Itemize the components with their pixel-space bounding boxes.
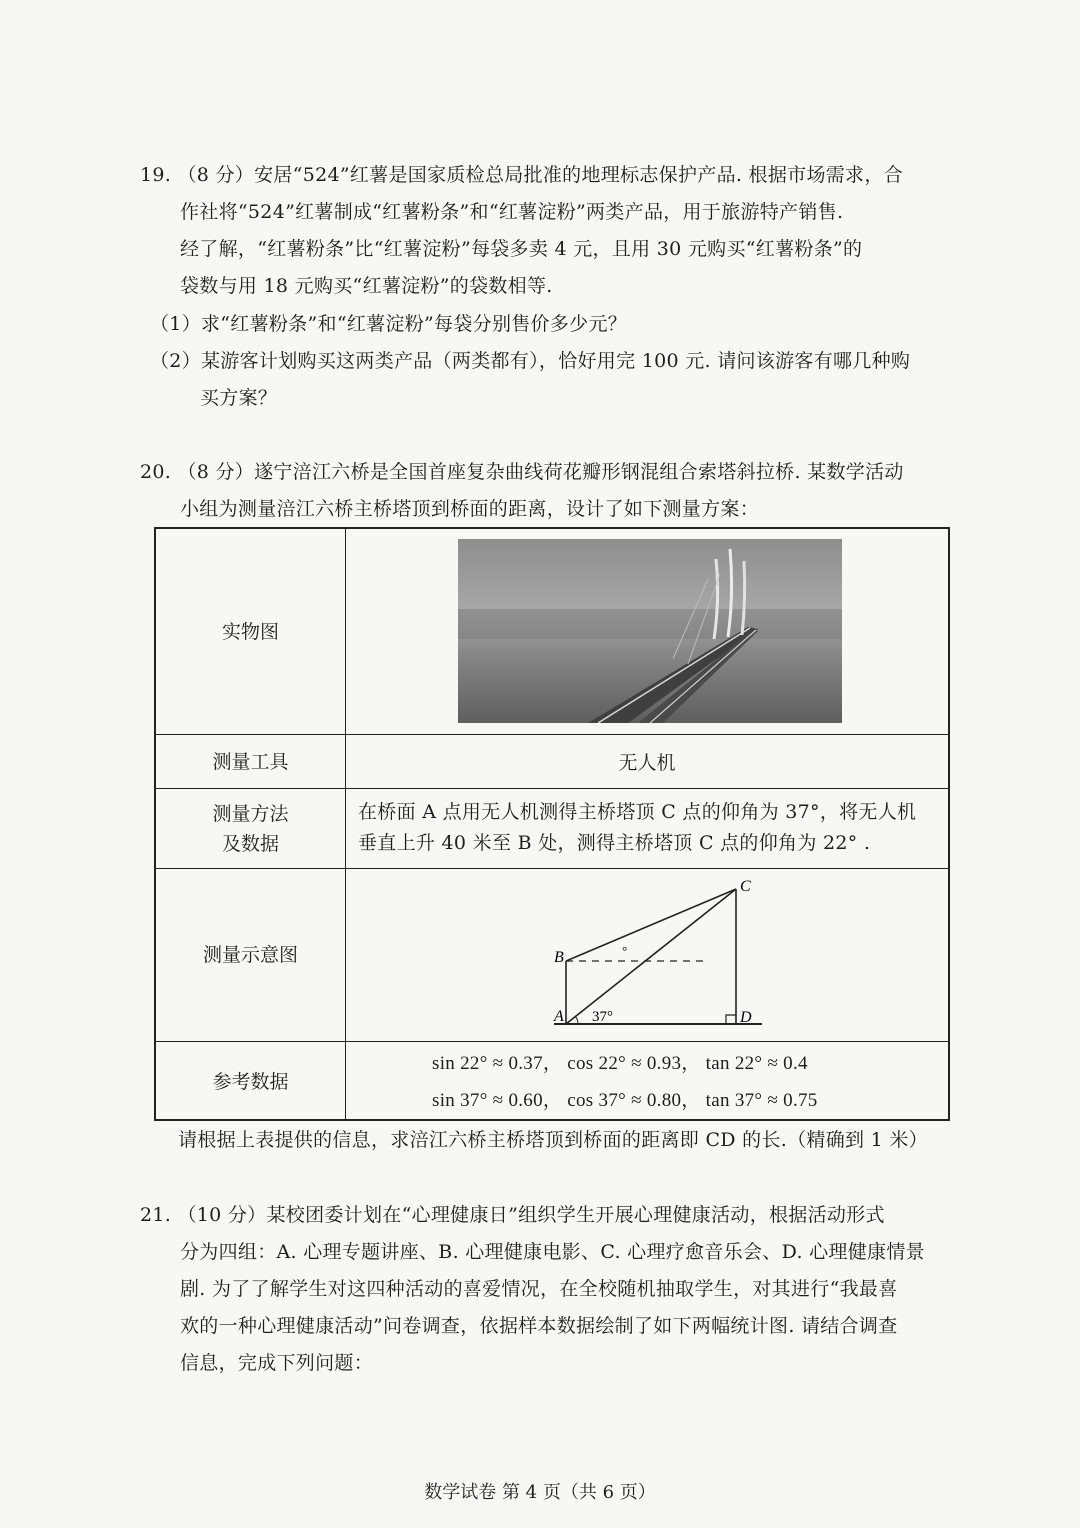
q21-line-4: 欢的一种心理健康活动”问卷调查，依据样本数据绘制了如下两幅统计图. 请结合调查	[180, 1315, 898, 1337]
table-row-method	[156, 788, 948, 868]
q19-subquestion-1: （1）求“红薯粉条”和“红薯淀粉”每袋分别售价多少元？	[150, 313, 628, 335]
reference-data	[346, 1042, 948, 1121]
reference-label: 参考数据	[156, 1042, 346, 1121]
q19-line-2: 作社将“524”红薯制成“红薯粉条”和“红薯淀粉”两类产品，用于旅游特产销售.	[180, 201, 844, 223]
table-row-reference	[156, 1041, 948, 1121]
label-b: B	[554, 949, 564, 966]
table-row-tool	[156, 734, 948, 788]
q20-question: 请根据上表提供的信息，求涪江六桥主桥塔顶到桥面的距离即 CD 的长.（精确到 1 米）	[178, 1129, 928, 1151]
q19-subquestion-2-cont: 买方案？	[200, 387, 278, 409]
method-label-line-1: 测量方法	[212, 802, 289, 825]
method-line-1: 在桥面 A 点用无人机测得主桥塔顶 C 点的仰角为 37°，将无人机	[358, 801, 917, 823]
label-a: A	[554, 1008, 564, 1025]
q21-line-3: 剧. 为了了解学生对这四种活动的喜爱情况，在全校随机抽取学生，对其进行“我最喜	[180, 1278, 898, 1300]
q20-line-2: 小组为测量涪江六桥主桥塔顶到桥面的距离，设计了如下测量方案：	[180, 498, 760, 520]
method-label	[156, 789, 346, 868]
measurement-table	[154, 527, 950, 1121]
q19-line-4: 袋数与用 18 元购买“红薯淀粉”的袋数相等.	[180, 275, 553, 297]
q21-line-2: 分为四组：A. 心理专题讲座、B. 心理健康电影、C. 心理疗愈音乐会、D. 心理健康情景	[180, 1241, 925, 1263]
method-label-line-2: 及数据	[221, 832, 279, 855]
measurement-diagram	[346, 869, 950, 1040]
table-row-photo	[156, 529, 948, 734]
label-d: D	[740, 1009, 752, 1026]
diagram-label: 测量示意图	[156, 869, 346, 1041]
method-line-2: 垂直上升 40 米至 B 处，测得主桥塔顶 C 点的仰角为 22° .	[358, 832, 871, 854]
reference-line-1: sin 22° ≈ 0.37， cos 22° ≈ 0.93， tan 22° ≈ 0.4	[432, 1053, 808, 1074]
q19-subquestion-2: （2）某游客计划购买这两类产品（两类都有），恰好用完 100 元. 请问该游客有哪几种购	[150, 350, 911, 372]
table-row-diagram	[156, 868, 948, 1041]
page-footer: 数学试卷 第 4 页（共 6 页）	[424, 1482, 656, 1503]
right-angle-mark	[726, 1015, 736, 1024]
label-angle-37: 37°	[592, 1009, 613, 1025]
q20-line-1: 20. （8 分）遂宁涪江六桥是全国首座复杂曲线荷花瓣形钢混组合索塔斜拉桥. 某数学活动	[140, 461, 904, 483]
tool-value: 无人机	[618, 752, 676, 774]
label-degree-mark: °	[622, 943, 628, 958]
segment-ac	[566, 889, 736, 1024]
reference-line-2: sin 37° ≈ 0.60， cos 37° ≈ 0.80， tan 37° ≈ 0.75	[432, 1090, 818, 1111]
photo-label: 实物图	[156, 529, 346, 734]
angle-arc-a	[575, 1016, 578, 1024]
label-c: C	[740, 878, 751, 895]
q19-line-3: 经了解，“红薯粉条”比“红薯淀粉”每袋多卖 4 元，且用 30 元购买“红薯粉条”的	[180, 238, 863, 260]
q21-line-5: 信息，完成下列问题：	[180, 1352, 374, 1374]
tool-label: 测量工具	[156, 735, 346, 788]
segment-bc	[566, 889, 736, 961]
method-text	[346, 789, 948, 868]
q19-line-1: 19. （8 分）安居“524”红薯是国家质检总局批准的地理标志保护产品. 根据市场需求，合	[140, 164, 903, 186]
q21-line-1: 21. （10 分）某校团委计划在“心理健康日”组织学生开展心理健康活动，根据活动形式	[140, 1204, 885, 1226]
bridge-photo	[458, 539, 842, 723]
